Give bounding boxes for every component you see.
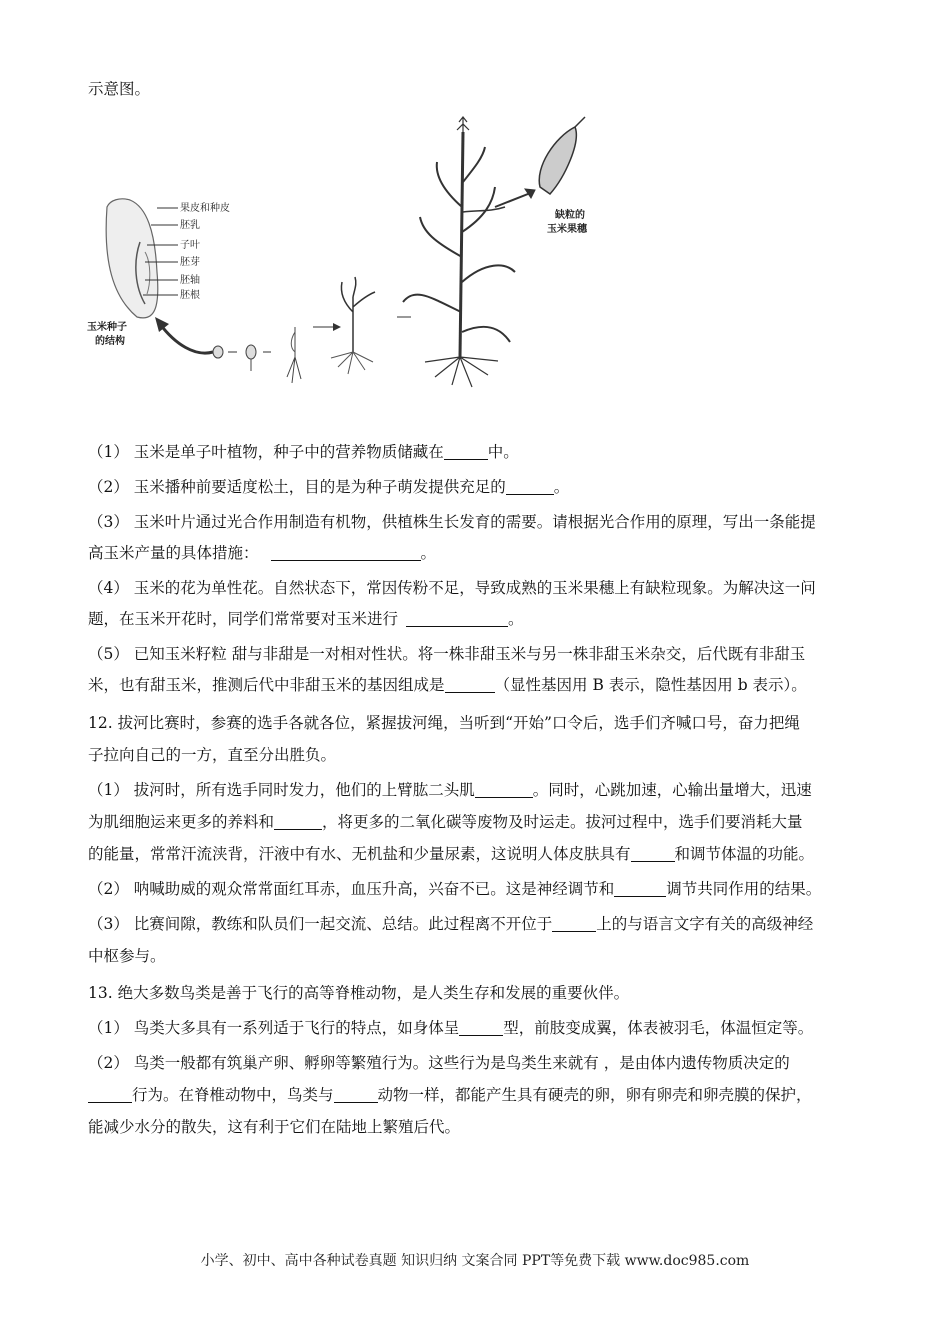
q11-part4-line1: （4） 玉米的花为单性花。自然状态下，常因传粉不足，导致成熟的玉米果穗上有缺粒现象。为解决这一问 [88, 579, 816, 597]
answer-blank[interactable] [631, 845, 675, 862]
q13-part2-line2: 行为。在脊椎动物中，鸟类与 动物一样，都能产生具有硬壳的卵，卵有卵壳和卵壳膜的保护， [88, 1084, 812, 1106]
curved-arrow-icon [160, 324, 213, 353]
growth-stages [213, 277, 411, 383]
q12-part1-line1: （1） 拔河时，所有选手同时发力，他们的上臂肱二头肌 。同时，心跳加速，心输出量增大，迅速 [88, 781, 812, 799]
q11-part5-line2: 米，也有甜玉米，推测后代中非甜玉米的基因组成是 （显性基因用 B 表示，隐性基因用 b 表示）。 [88, 676, 807, 694]
q11-part4-line2: 题，在玉米开花时，同学们常常要对玉米进行 。 [88, 610, 524, 628]
seed-label: 胚乳 [180, 220, 200, 231]
corn-ear [539, 117, 588, 235]
q13-part2-line1: （2） 鸟类一般都有筑巢产卵、孵卵等繁殖行为。这些行为是鸟类生来就有 ，是由体内遗传物质决定的 [88, 1054, 790, 1072]
answer-blank[interactable] [475, 781, 533, 798]
mature-corn-plant [403, 117, 535, 387]
seed-label: 胚芽 [180, 257, 200, 268]
seed-label: 胚轴 [180, 275, 200, 286]
q13-stem: 13. 绝大多数鸟类是善于飞行的高等脊椎动物，是人类生存和发展的重要伙伴。 [88, 984, 630, 1002]
answer-blank[interactable] [274, 813, 322, 830]
answer-blank[interactable] [444, 443, 488, 460]
q12-part1-line3: 的能量，常常汗流浃背，汗液中有水、无机盐和少量尿素，这说明人体皮肤具有 和调节体温的功能。 [88, 845, 815, 863]
ear-caption: 玉米果穗 [547, 224, 587, 235]
answer-blank[interactable] [334, 1086, 378, 1103]
answer-blank[interactable] [406, 610, 508, 627]
answer-blank[interactable] [88, 1086, 132, 1103]
arrowhead-icon [155, 317, 169, 332]
page-footer: 小学、初中、高中各种试卷真题 知识归纳 文案合同 PPT等免费下载 www.doc985.com [200, 1253, 750, 1269]
answer-blank[interactable] [459, 1019, 503, 1036]
q11-part1: （1） 玉米是单子叶植物，种子中的营养物质储藏在 中。 [88, 443, 519, 461]
answer-blank[interactable] [271, 544, 421, 561]
q12-part3-line1: （3） 比赛间隙，教练和队员们一起交流、总结。此过程离不开位于 上的与语言文字有关的高级神经 [88, 915, 814, 933]
q13-part2-line3: 能减少水分的散失，这有利于它们在陆地上繁殖后代。 [88, 1118, 461, 1136]
seed-label: 子叶 [180, 240, 200, 251]
seed-label: 果皮和种皮 [180, 203, 230, 214]
q11-part3-line2: 高玉米产量的具体措施： 。 [88, 544, 437, 562]
seed-caption: 玉米种子 [87, 322, 127, 333]
answer-blank[interactable] [506, 478, 554, 495]
answer-blank[interactable] [614, 880, 666, 897]
ear-caption: 缺粒的 [555, 210, 585, 221]
intro-text: 示意图。 [88, 80, 151, 98]
q12-part3-line2: 中枢参与。 [88, 947, 166, 965]
q12-part1-line2: 为肌细胞运来更多的养料和 ，将更多的二氧化碳等废物及时运走。拔河过程中，选手们要消耗大量 [88, 813, 803, 831]
seed-caption: 的结构 [95, 336, 125, 347]
answer-blank[interactable] [445, 676, 495, 693]
q12-stem-line2: 子拉向自己的一方，直至分出胜负。 [88, 746, 337, 764]
answer-blank[interactable] [552, 915, 596, 932]
q11-part3-line1: （3） 玉米叶片通过光合作用制造有机物，供植株生长发育的需要。请根据光合作用的原理，写出一条能提 [88, 513, 816, 531]
seed-label: 胚根 [180, 290, 200, 301]
q13-part1: （1） 鸟类大多具有一系列适于飞行的特点，如身体呈 型，前肢变成翼，体表被羽毛，体温恒定等。 [88, 1019, 814, 1037]
q11-part2: （2） 玉米播种前要适度松土，目的是为种子萌发提供充足的 。 [88, 478, 570, 496]
q11-part5-line1: （5） 已知玉米籽粒 甜与非甜是一对相对性状。将一株非甜玉米与另一株非甜玉米杂交，后代既有非甜玉 [88, 645, 806, 663]
corn-lifecycle-figure [85, 112, 605, 427]
q12-stem-line1: 12. 拔河比赛时，参赛的选手各就各位，紧握拔河绳，当听到“开始”口令后，选手们齐喊口号，奋力把绳 [88, 714, 800, 732]
q12-part2: （2） 呐喊助威的观众常常面红耳赤，血压升高，兴奋不已。这是神经调节和 调节共同作用的结果。 [88, 880, 822, 898]
